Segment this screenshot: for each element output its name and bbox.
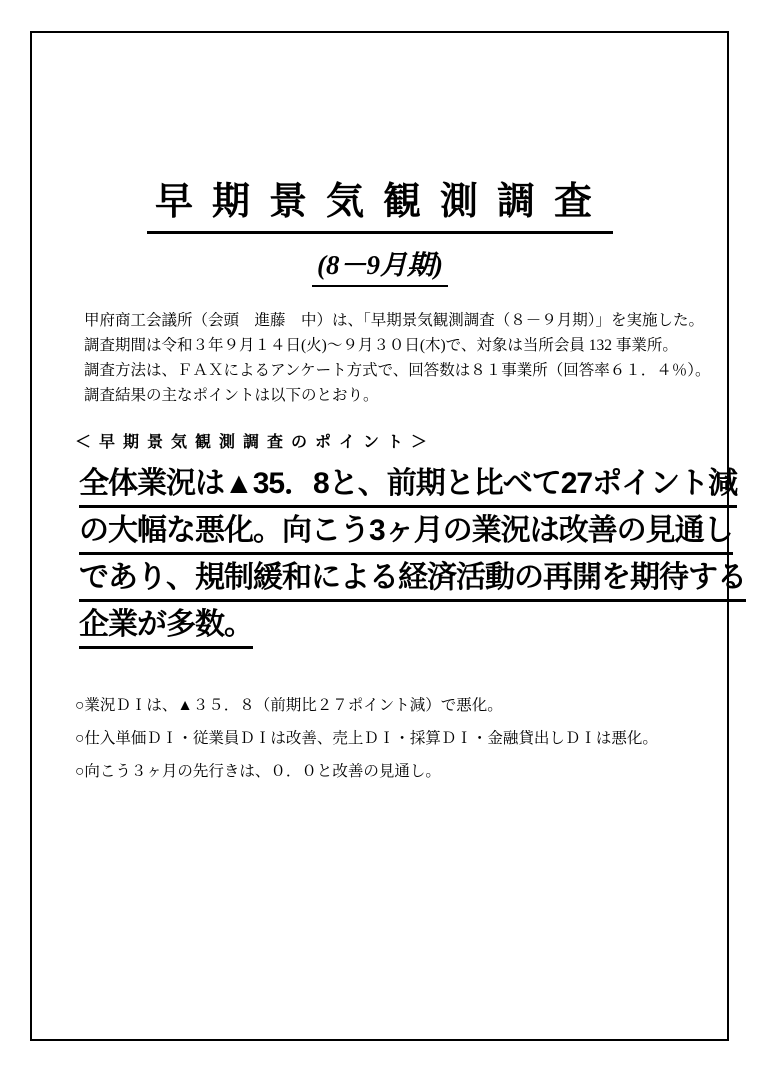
document-title: 早期景気観測調査	[147, 170, 613, 234]
highlight-line: 企業が多数。	[79, 599, 253, 649]
bullet-item: ○向こう３ヶ月の先行きは、０．０と改善の見通し。	[75, 763, 441, 780]
highlight-line-row	[79, 505, 733, 552]
highlight-line-row	[79, 552, 746, 599]
document-subtitle: (8－9月期)	[312, 243, 448, 287]
intro-line: 甲府商工会議所（会頭 進藤 中）は、「早期景気観測調査（８－９月期）」を実施した。	[84, 312, 705, 329]
intro-line: 調査結果の主なポイントは以下のとおり。	[84, 387, 379, 404]
bullet-item: ○仕入単価ＤＩ・従業員ＤＩは改善、売上ＤＩ・採算ＤＩ・金融貸出しＤＩは悪化。	[75, 730, 658, 747]
document-subtitle-row	[0, 243, 760, 287]
document-title-row	[0, 170, 760, 234]
summary-bullet-list	[75, 696, 700, 795]
intro-paragraph	[84, 308, 711, 408]
intro-line: 調査方法は、ＦＡＸによるアンケート方式で、回答数は８１事業所（回答率６１．４％）。	[84, 362, 711, 379]
highlight-summary-block	[79, 458, 746, 646]
highlight-line: であり、規制緩和による経済活動の再開を期待する	[79, 552, 746, 602]
highlight-line: の大幅な悪化。向こう3ヶ月の業況は改善の見通し	[79, 505, 733, 555]
intro-line: 調査期間は令和３年９月１４日(火)～９月３０日(木)で、対象は当所会員 132 事業所。	[84, 337, 678, 354]
highlight-line: 全体業況は▲35．8と、前期と比べて27ポイント減	[79, 458, 737, 508]
bullet-item: ○業況ＤＩは、▲３５．８（前期比２７ポイント減）で悪化。	[75, 697, 503, 714]
highlight-line-row	[79, 458, 738, 505]
highlight-line-row	[79, 599, 704, 646]
points-section-heading: ＜早期景気観測調査のポイント＞	[75, 434, 436, 451]
